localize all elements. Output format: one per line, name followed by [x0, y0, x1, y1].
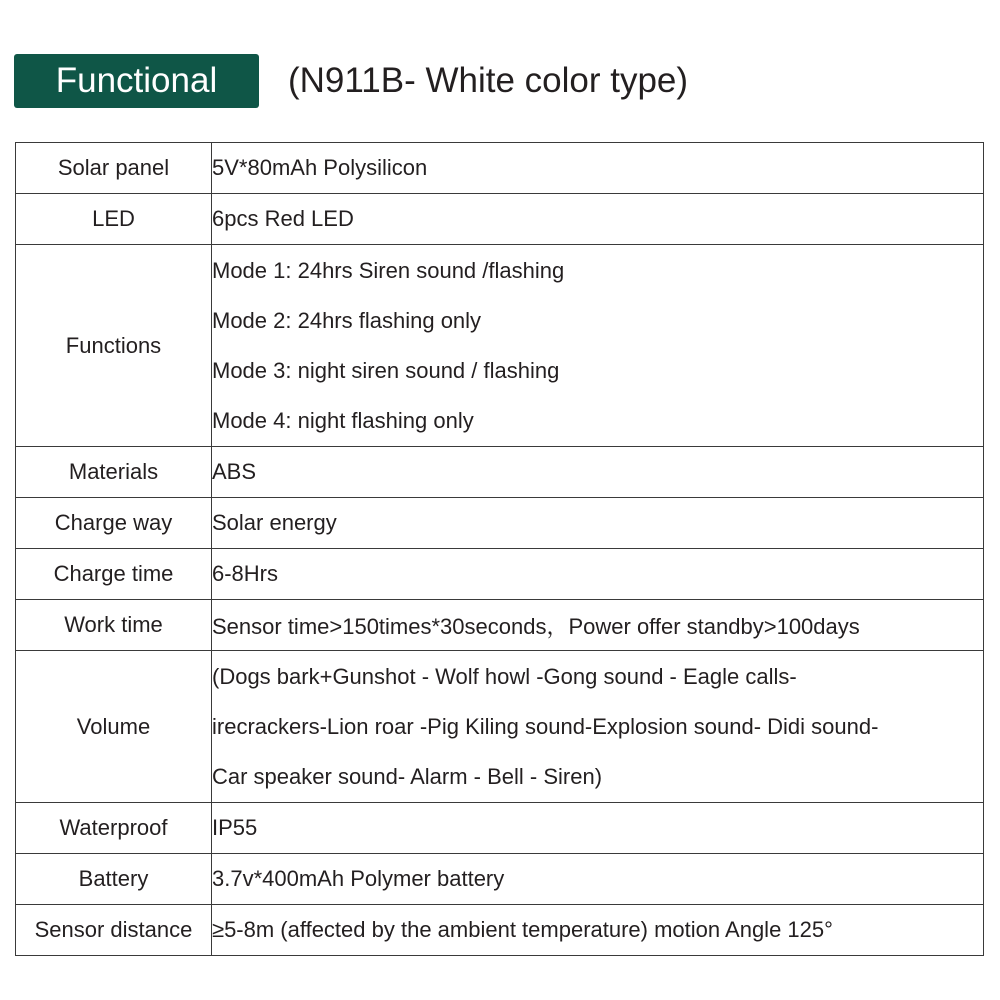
spec-value: ≥5-8m (affected by the ambient temperature) motion Angle 125° — [212, 905, 984, 956]
section-badge: Functional — [14, 54, 259, 108]
spec-label: Charge way — [16, 498, 212, 549]
spec-value — [212, 651, 984, 803]
spec-label: Work time — [16, 600, 212, 651]
spec-value: IP55 — [212, 803, 984, 854]
spec-row-sensor-distance — [16, 905, 984, 956]
spec-value-line: Mode 1: 24hrs Siren sound /flashing — [212, 257, 565, 283]
spec-row-led — [16, 194, 984, 245]
spec-label: Sensor distance — [16, 905, 212, 956]
spec-label: Charge time — [16, 549, 212, 600]
spec-label: LED — [16, 194, 212, 245]
spec-row-materials — [16, 447, 984, 498]
spec-label: Battery — [16, 854, 212, 905]
spec-value-line: (Dogs bark+Gunshot - Wolf howl -Gong sound - Eagle calls- — [212, 663, 797, 689]
product-subtitle: (N911B- White color type) — [288, 61, 689, 100]
spec-row-charge-way — [16, 498, 984, 549]
spec-value: 6-8Hrs — [212, 549, 984, 600]
spec-table — [15, 142, 984, 956]
spec-value: Solar energy — [212, 498, 984, 549]
spec-label: Waterproof — [16, 803, 212, 854]
spec-value — [212, 245, 984, 447]
spec-row-work-time — [16, 600, 984, 651]
spec-value-line: Mode 4: night flashing only — [212, 407, 474, 433]
spec-value: Sensor time>150times*30seconds，Power offer standby>100days — [212, 600, 984, 651]
spec-value-line: irecrackers-Lion roar -Pig Kiling sound-Explosion sound- Didi sound- — [212, 713, 879, 739]
spec-row-charge-time — [16, 549, 984, 600]
spec-row-battery — [16, 854, 984, 905]
spec-value: ABS — [212, 447, 984, 498]
spec-label: Materials — [16, 447, 212, 498]
spec-row-volume — [16, 651, 984, 803]
spec-label: Functions — [16, 245, 212, 447]
spec-value-line: Car speaker sound- Alarm - Bell - Siren) — [212, 763, 603, 789]
spec-value: 5V*80mAh Polysilicon — [212, 143, 984, 194]
spec-label: Volume — [16, 651, 212, 803]
spec-row-functions — [16, 245, 984, 447]
spec-row-solar-panel — [16, 143, 984, 194]
spec-value-line: Mode 2: 24hrs flashing only — [212, 307, 482, 333]
spec-value: 6pcs Red LED — [212, 194, 984, 245]
spec-label: Solar panel — [16, 143, 212, 194]
spec-value: 3.7v*400mAh Polymer battery — [212, 854, 984, 905]
spec-row-waterproof — [16, 803, 984, 854]
spec-value-line: Mode 3: night siren sound / flashing — [212, 357, 560, 383]
